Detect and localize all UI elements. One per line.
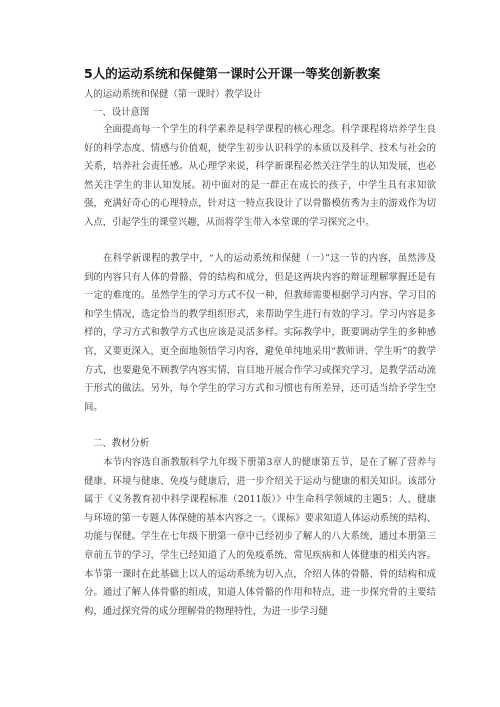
section-heading-design-intent: 一、设计意图 — [93, 107, 150, 118]
document-subtitle: 人的运动系统和保健（第一课时）教学设计 — [84, 89, 263, 100]
document-title: 5人的运动系统和保健第一课时公开课一等奖创新教案 — [84, 66, 381, 81]
paragraph-design-intent-2: 在科学新课程的教学中，“人的运动系统和保健（一）”这一节的内容，虽然涉及到的内容只有人体的骨骼、骨的结构和成分，但是这两块内容的辩证理解掌握还是有一定的难度的。虽然学生的学习方式不仅一种，但教师需要根据学习内容、学习目的和学生情况，选定恰当的教学组织形式，来帮助学生进行有效的学习。学习内容是多样的，学习方式和教学方式也应该是灵活多样。实际教学中，既要调动学生的多种感官，又要更深入，更全面地领悟学习内容，避免单纯地采用“教师讲、学生听”的教学方式，也要避免不顾教学内容实情，盲目地开展合作学习或探究学习，是教学活动流于形式的做法。另外，每个学生的学习方式和习惯也有所差异，还可适当给予学生空间。 — [84, 253, 436, 413]
section-heading-textbook-analysis: 二、教材分析 — [93, 438, 150, 449]
paragraph-design-intent-1: 全面提高每一个学生的科学素养是科学课程的核心理念。科学课程将培养学生良好的科学态度、情感与价值观，使学生初步认识科学的本质以及科学、技术与社会的关系，培养社会责任感。从心理学来说，科学新课程必然关注学生的认知发展，也必然关注学生的非认知发展。初中面对的是一群正在成长的孩子，中学生具有求知欲强，充满好奇心的心理特点，针对这一特点我设计了以骨骼模仿秀为主的游戏作为切入点，引起学生的课堂兴趣，从而将学生带入本堂课的学习探究之中。 — [84, 124, 436, 228]
paragraph-textbook-analysis-1: 本节内容选自浙教版科学九年级下册第3章人的健康第五节，是在了解了营养与健康、环境与健康、免疫与健康后，进一步介绍关于运动与健康的相关知识。该部分属于《义务教育初中科学课程标准（2011版）》中生命科学领域的主题5：人、健康与环境的第一专题人体保健的基本内容之一。《课标》要求知道人体运动系统的结构、功能与保健。学生在七年级下册第一章中已经初步了解人的八大系统，通过本册第三章前五节的学习，学生已经知道了人的免疫系统、常见疾病和人体健康的相关内容。本节第一课时在此基础上以人的运动系统为切入点，介绍人体的骨骼、骨的结构和成分。通过了解人体骨骼的组成，知道人体骨骼的作用和特点，进一步探究骨的主要结构，通过探究骨的成分理解骨的物理特性，为进一步学习健 — [84, 457, 436, 617]
